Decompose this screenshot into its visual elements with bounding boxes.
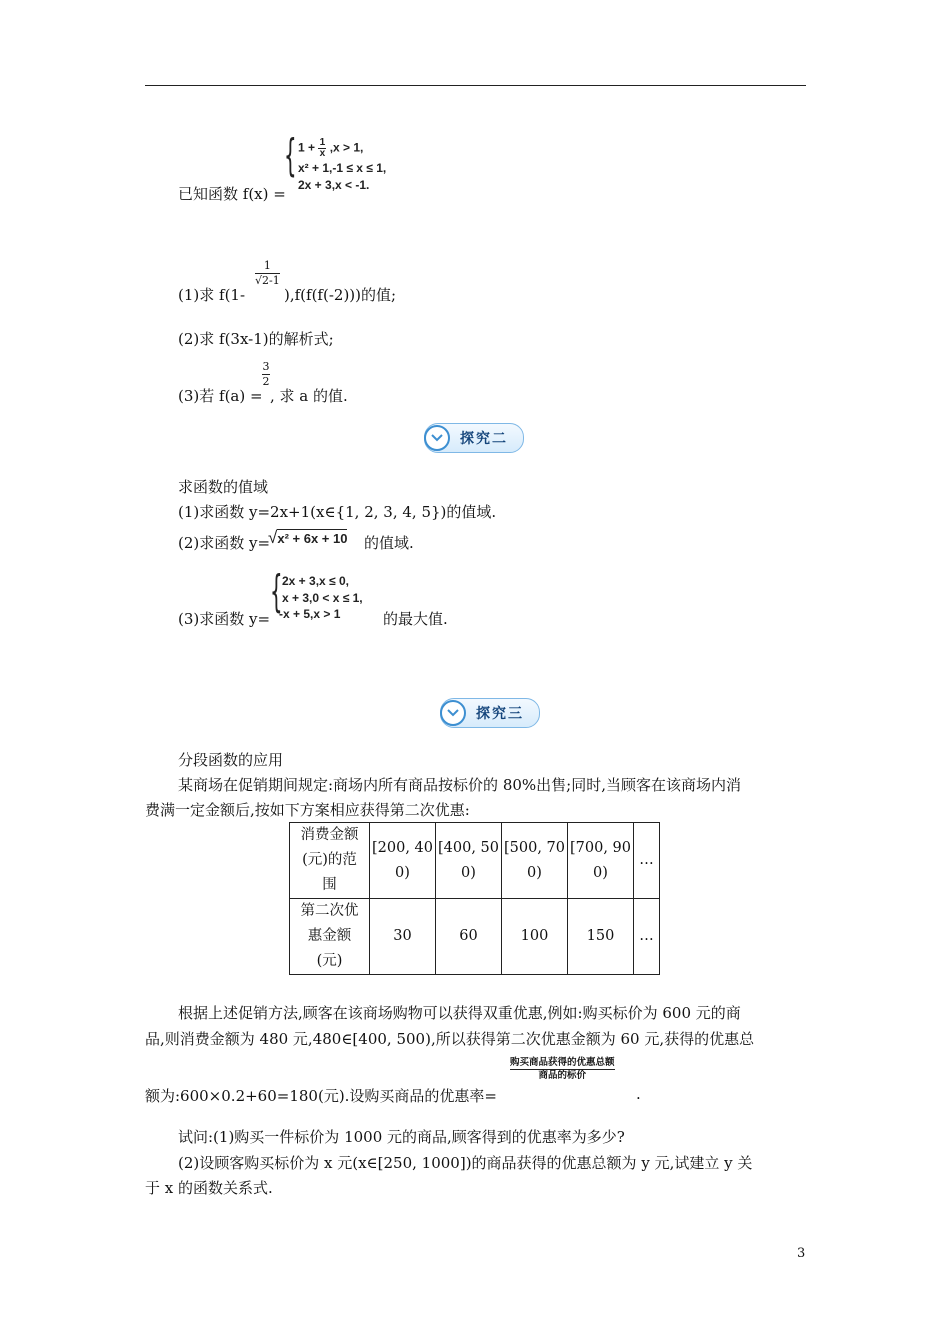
left-brace: {: [284, 130, 297, 181]
q1-prefix: (1)求 f(1-: [178, 286, 246, 304]
page-number: 3: [797, 1246, 806, 1261]
ask-line2: (2)设顾客购买标价为 x 元(x∈[250, 1000])的商品获得的优惠总额为 y 元,试建立 y 关: [178, 1154, 753, 1172]
table-header-cell: 消费金额 (元)的范 围: [290, 823, 370, 899]
para2-line2: 品,则消费金额为 480 元,480∈[400, 500),所以获得第二次优惠金额为 60 元,获得的优惠总: [145, 1030, 755, 1048]
table-cell-more: …: [634, 899, 660, 975]
piece-1: 1 + $\frac{1}{x}$ ,x > 1,: [298, 137, 364, 159]
rate-fraction: 购买商品获得的优惠总额 商品的标价: [510, 1057, 615, 1081]
section2-q2-prefix: (2)求函数 y=: [178, 534, 271, 552]
piece-3: 2x + 3,x < -1.: [298, 178, 370, 192]
ask-line3: 于 x 的函数关系式.: [145, 1179, 273, 1197]
section2-q3-suffix: 的最大值.: [383, 610, 448, 628]
s2-piece-2: x + 3,0 < x ≤ 1,: [282, 591, 363, 605]
table-row: [290, 899, 660, 975]
ask-line1: 试问:(1)购买一件标价为 1000 元的商品,顾客得到的优惠率为多少?: [178, 1128, 625, 1146]
section3-title: 分段函数的应用: [178, 751, 284, 769]
table-cell: 60: [436, 899, 502, 975]
q1-fraction: 1 √2-1: [255, 259, 280, 287]
left-brace-2: {: [270, 566, 283, 617]
table-cell: [200, 40 0): [370, 823, 436, 899]
section-badge-3: [440, 698, 540, 728]
section2-q1: (1)求函数 y=2x+1(x∈{1, 2, 3, 4, 5})的值域.: [178, 503, 497, 521]
q3-suffix: , 求 a 的值.: [270, 387, 348, 405]
table-cell: [400, 50 0): [436, 823, 502, 899]
header-rule: [145, 85, 806, 86]
table-cell: 30: [370, 899, 436, 975]
q3-fraction: 3 2: [262, 360, 270, 388]
table-row: [290, 823, 660, 899]
para2-line1: 根据上述促销方法,顾客在该商场购物可以获得双重优惠,例如:购买标价为 600 元的商: [178, 1004, 741, 1022]
section2-q3-prefix: (3)求函数 y=: [178, 610, 271, 628]
discount-table: [289, 822, 660, 975]
chevron-down-icon: [440, 700, 466, 726]
q3-prefix: (3)若 f(a) =: [178, 387, 263, 405]
q2-text: (2)求 f(3x-1)的解析式;: [178, 330, 334, 348]
s2-piece-1: 2x + 3,x ≤ 0,: [282, 574, 349, 588]
table-cell: 150: [568, 899, 634, 975]
table-cell: [700, 90 0): [568, 823, 634, 899]
chevron-down-icon: [424, 425, 450, 451]
badge-label: 探究二: [460, 431, 508, 447]
para1-line1: 某商场在促销期间规定:商场内所有商品按标价的 80%出售;同时,当顾客在该商场内消: [178, 776, 741, 794]
para1-line2: 费满一定金额后,按如下方案相应获得第二次优惠:: [145, 801, 470, 819]
para2-line3-prefix: 额为:600×0.2+60=180(元).设购买商品的优惠率=: [145, 1087, 498, 1105]
table-cell: 100: [502, 899, 568, 975]
para2-line3-suffix: .: [636, 1085, 641, 1103]
table-cell-more: …: [634, 823, 660, 899]
section2-q2-suffix: 的值域.: [364, 534, 414, 552]
s2-piece-3: -x + 5,x > 1: [279, 607, 341, 621]
table-header-cell: 第二次优 惠金额 (元): [290, 899, 370, 975]
section2-title: 求函数的值域: [178, 478, 269, 496]
sqrt-expression: √x² + 6x + 10: [268, 528, 348, 547]
section-badge-2: [424, 423, 524, 453]
problem1-intro: 已知函数 f(x) =: [178, 185, 286, 203]
table-cell: [500, 70 0): [502, 823, 568, 899]
badge-label: 探究三: [476, 706, 524, 722]
q1-suffix: ),f(f(f(-2)))的值;: [284, 286, 397, 304]
piece-2: x² + 1,-1 ≤ x ≤ 1,: [298, 161, 387, 175]
